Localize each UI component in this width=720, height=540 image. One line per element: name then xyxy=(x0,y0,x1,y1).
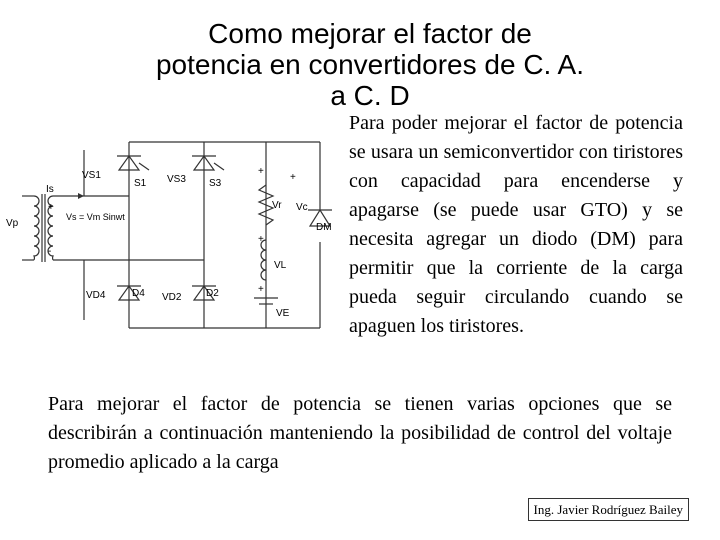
title-line-3: a C. D xyxy=(330,80,410,111)
load-inductor xyxy=(261,240,266,280)
slide-title xyxy=(110,18,630,111)
conclusion-paragraph: Para mejorar el factor de potencia se tienen varias opciones que se describirán a continuación manteniendo la posibilidad de control del voltaje promedio aplicado a la carga xyxy=(48,393,672,473)
vd4-label: VD4 xyxy=(86,290,106,301)
vc-label: Vc xyxy=(296,202,308,213)
semiconverter-circuit-diagram xyxy=(4,130,339,340)
minus-sign: - xyxy=(48,246,52,257)
vp-label: Vp xyxy=(6,218,19,229)
vc-plus: + xyxy=(290,172,296,183)
vs3-label: VS3 xyxy=(167,174,186,185)
vr-plus: + xyxy=(258,166,264,177)
description-paragraph: Para poder mejorar el factor de potencia se usara un semiconvertidor con tiristores con capacidad para encenderse y apagarse (se puede usar GTO) y se necesita agregar un diodo (DM) para permitir que la corriente de la carga pueda seguir circulando cuando se apaguen los tiristores. xyxy=(349,112,683,337)
d4-label: D4 xyxy=(132,288,145,299)
s1-label: S1 xyxy=(134,178,147,189)
vr-label: Vr xyxy=(272,200,282,211)
plus-sign: + xyxy=(48,202,54,213)
title-line-2: potencia en convertidores de C. A. xyxy=(155,49,585,80)
title-line-1: Como mejorar el factor de xyxy=(208,18,532,49)
thyristor-s1 xyxy=(117,156,149,170)
ve-plus: + xyxy=(258,284,264,295)
dm-label: DM xyxy=(316,222,332,233)
is-arrow xyxy=(59,193,84,199)
vd2-label: VD2 xyxy=(162,292,182,303)
s3-label: S3 xyxy=(209,178,222,189)
vl-label: VL xyxy=(274,260,287,271)
author-credit: Ing. Javier Rodríguez Bailey xyxy=(528,498,689,521)
is-label: Is xyxy=(46,184,54,195)
vs1-label: VS1 xyxy=(82,170,101,181)
d2-label: D2 xyxy=(206,288,219,299)
vs-equation: Vs = Vm Sinwt xyxy=(66,212,125,222)
ve-label: VE xyxy=(276,308,290,319)
vl-plus: + xyxy=(258,234,264,245)
thyristor-s3 xyxy=(192,156,224,170)
